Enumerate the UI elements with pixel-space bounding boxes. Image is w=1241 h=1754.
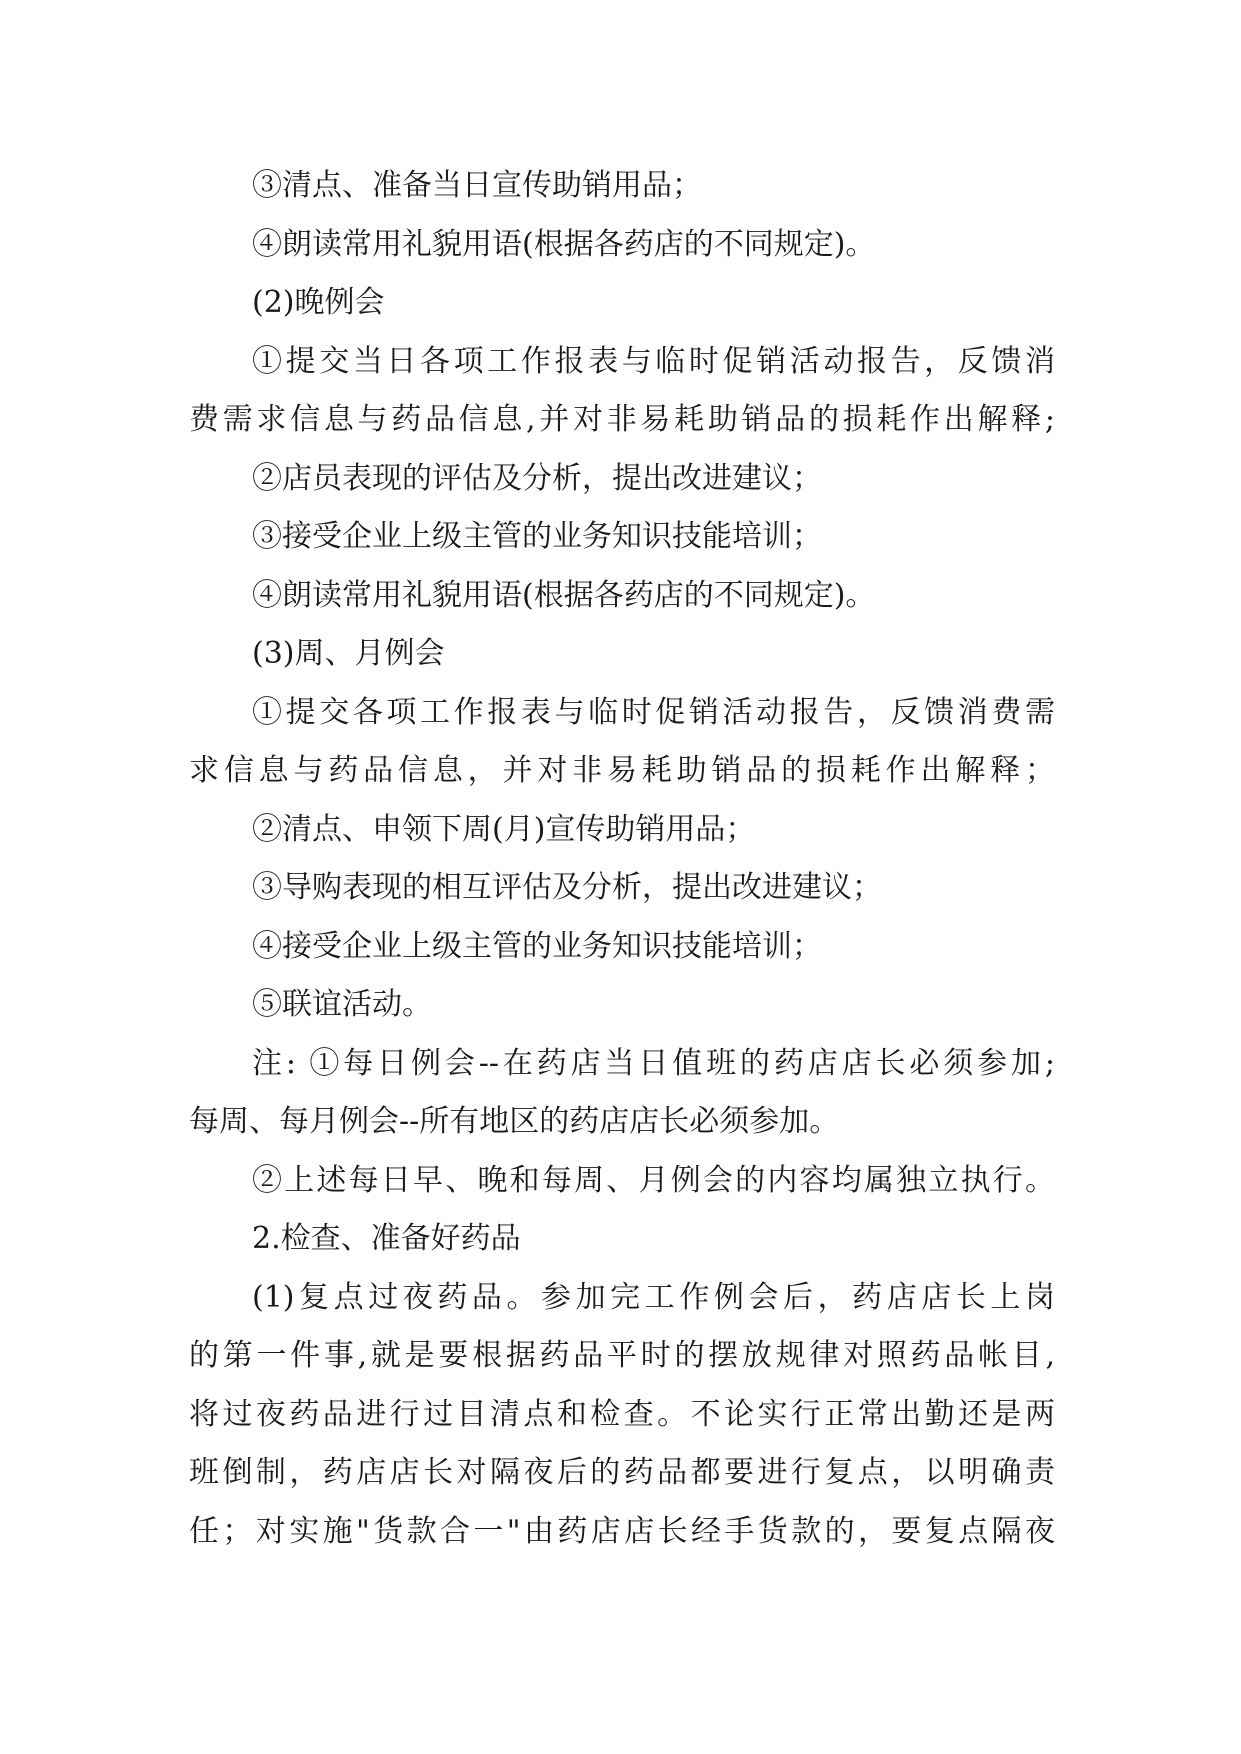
text-line: ④朗读常用礼貌用语(根据各药店的不同规定)。	[252, 226, 876, 262]
text-line: 费需求信息与药品信息,并对非易耗助销品的损耗作出解释;	[189, 402, 1055, 437]
document-page	[189, 157, 1055, 1561]
text-line: 班倒制，药店店长对隔夜后的药品都要进行复点，以明确责	[189, 1455, 1055, 1490]
text-line: ④接受企业上级主管的业务知识技能培训；	[252, 928, 822, 964]
text-line: ①提交当日各项工作报表与临时促销活动报告，反馈消	[252, 343, 1055, 379]
text-line: 将过夜药品进行过目清点和检查。不论实行正常出勤还是两	[189, 1396, 1055, 1432]
note-line: 注: ①每日例会--在药店当日值班的药店店长必须参加;	[252, 1045, 1055, 1081]
text-line: ②清点、申领下周(月)宣传助销用品；	[252, 811, 756, 847]
text-line: ④朗读常用礼貌用语(根据各药店的不同规定)。	[252, 577, 876, 613]
text-line: ③接受企业上级主管的业务知识技能培训；	[252, 519, 822, 554]
note-line: 每周、每月例会--所有地区的药店店长必须参加。	[189, 1104, 840, 1139]
text-line: 的第一件事,就是要根据药品平时的摆放规律对照药品帐目,	[189, 1338, 1055, 1373]
text-line: 求信息与药品信息，并对非易耗助销品的损耗作出解释；	[189, 753, 1055, 788]
section-heading: (2)晚例会	[252, 285, 385, 320]
text-line: ③导购表现的相互评估及分析，提出改进建议；	[252, 870, 882, 905]
text-line: ②店员表现的评估及分析，提出改进建议；	[252, 460, 822, 496]
text-line: 任；对实施"货款合一"由药店店长经手货款的，要复点隔夜	[189, 1513, 1055, 1549]
text-line: ③清点、准备当日宣传助销用品；	[252, 168, 702, 203]
text-line: ①提交各项工作报表与临时促销活动报告，反馈消费需	[252, 694, 1055, 730]
section-heading: (3)周、月例会	[252, 636, 445, 671]
text-line: (1)复点过夜药品。参加完工作例会后，药店店长上岗	[252, 1279, 1055, 1315]
note-line: ②上述每日早、晚和每周、月例会的内容均属独立执行。	[252, 1162, 1055, 1198]
section-heading: 2.检查、准备好药品	[252, 1221, 521, 1256]
text-line: ⑤联谊活动。	[252, 987, 432, 1022]
